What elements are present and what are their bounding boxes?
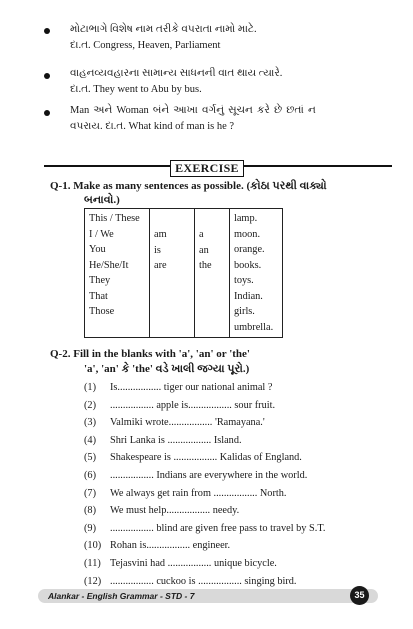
question-text: Is................. tiger our national animal ? [110, 382, 273, 393]
noun-cell: moon. [234, 228, 261, 240]
footer-bar [38, 589, 378, 603]
bullet-dot [44, 73, 50, 79]
note-text: વાહનવ્યવહારના સામાન્ય સાધનની વાત થાય ત્યારે. [70, 68, 283, 79]
footer-title: Alankar - English Grammar - STD - 7 [48, 591, 195, 601]
note-text-cont: વપરાય. દા.ત. What kind of man is he ? [70, 121, 235, 132]
question-text: We must help................. needy. [110, 505, 240, 517]
q1-heading-cont: બનાવો.) [84, 194, 120, 206]
question-item [84, 435, 242, 446]
q1-heading: Q-1. Make as many sentences as possible. (કોઠા પરથી વાક્યો [50, 180, 327, 192]
question-number: (2) [84, 399, 97, 411]
verb-cell: am [154, 229, 167, 240]
noun-cell: lamp. [234, 213, 258, 224]
question-item [84, 488, 286, 499]
question-item [84, 505, 239, 516]
question-number: (1) [84, 382, 97, 393]
note-example: દા.ત. They went to Abu by bus. [70, 84, 202, 95]
question-item [84, 400, 275, 411]
question-item [84, 540, 230, 551]
exercise-title: EXERCISE [170, 160, 244, 177]
question-number: (10) [84, 540, 102, 552]
subject-cell: They [89, 275, 111, 286]
verb-cell: is [154, 244, 161, 256]
question-text: Tejasvini had ................. unique bicycle. [110, 558, 277, 569]
q2-heading: Q-2. Fill in the blanks with 'a', 'an' or 'the' [50, 348, 250, 360]
article-cell: a [199, 229, 204, 240]
question-item [84, 452, 302, 463]
question-item [84, 417, 265, 428]
question-number: (9) [84, 522, 97, 534]
subject-cell: He/She/It [89, 259, 129, 271]
bullet-dot [44, 110, 50, 116]
question-item [84, 523, 325, 534]
question-text: ................. cuckoo is ................. singing bird. [110, 575, 297, 587]
question-text: Rohan is................. engineer. [110, 540, 231, 552]
noun-cell: books. [234, 259, 262, 271]
question-number: (11) [84, 558, 101, 569]
noun-column [230, 209, 283, 338]
noun-cell: toys. [234, 275, 254, 286]
question-text: ................. Indians are everywhere in the world. [110, 470, 308, 481]
question-text: ................. apple is................. sour fruit. [110, 399, 276, 411]
question-number: (4) [84, 434, 97, 446]
subject-cell: That [89, 290, 108, 302]
question-item [84, 382, 272, 393]
noun-cell: Indian. [234, 290, 263, 302]
question-text: Shakespeare is ................. Kalidas of England. [110, 452, 302, 464]
question-number: (3) [84, 417, 97, 429]
note-text: મોટાભાગે વિશેષ નામ તરીકે વપરાતા નામો માટે. [70, 24, 257, 35]
note-example: દા.ત. Congress, Heaven, Parliament [70, 40, 221, 51]
question-item [84, 470, 307, 481]
sentence-table [84, 208, 283, 338]
subject-cell: Those [89, 306, 115, 317]
noun-cell: girls. [234, 306, 255, 317]
question-text: ................. blind are given free pass to travel by S.T. [110, 522, 326, 534]
question-item [84, 558, 277, 569]
question-text: Valmiki wrote................. 'Ramayana.' [110, 417, 265, 429]
question-number: (6) [84, 470, 97, 481]
note-text: Man અને Woman બંને આખા વર્ગનું સૂચન કરે છે છતાં ન [70, 105, 316, 116]
question-item [84, 576, 296, 587]
page-number: 35 [350, 586, 369, 605]
subject-cell: This / These [89, 213, 140, 224]
question-text: We always get rain from ................. North. [110, 487, 287, 499]
q2-heading-cont: 'a', 'an' કે 'the' વડે ખાલી જગ્યા પૂરો.) [84, 363, 250, 375]
question-number: (12) [84, 575, 102, 587]
subject-cell: You [89, 244, 106, 255]
article-cell: the [199, 260, 212, 271]
question-number: (7) [84, 487, 97, 499]
bullet-dot [44, 28, 50, 34]
question-text: Shri Lanka is ................. Island. [110, 434, 242, 446]
noun-cell: umbrella. [234, 321, 274, 333]
question-number: (8) [84, 505, 97, 517]
verb-column [150, 209, 195, 338]
verb-cell: are [154, 260, 167, 271]
noun-cell: orange. [234, 244, 265, 255]
subject-column [85, 209, 150, 338]
subject-cell: I / We [89, 228, 114, 240]
question-number: (5) [84, 452, 97, 464]
article-cell: an [199, 244, 209, 256]
article-column [195, 209, 230, 338]
